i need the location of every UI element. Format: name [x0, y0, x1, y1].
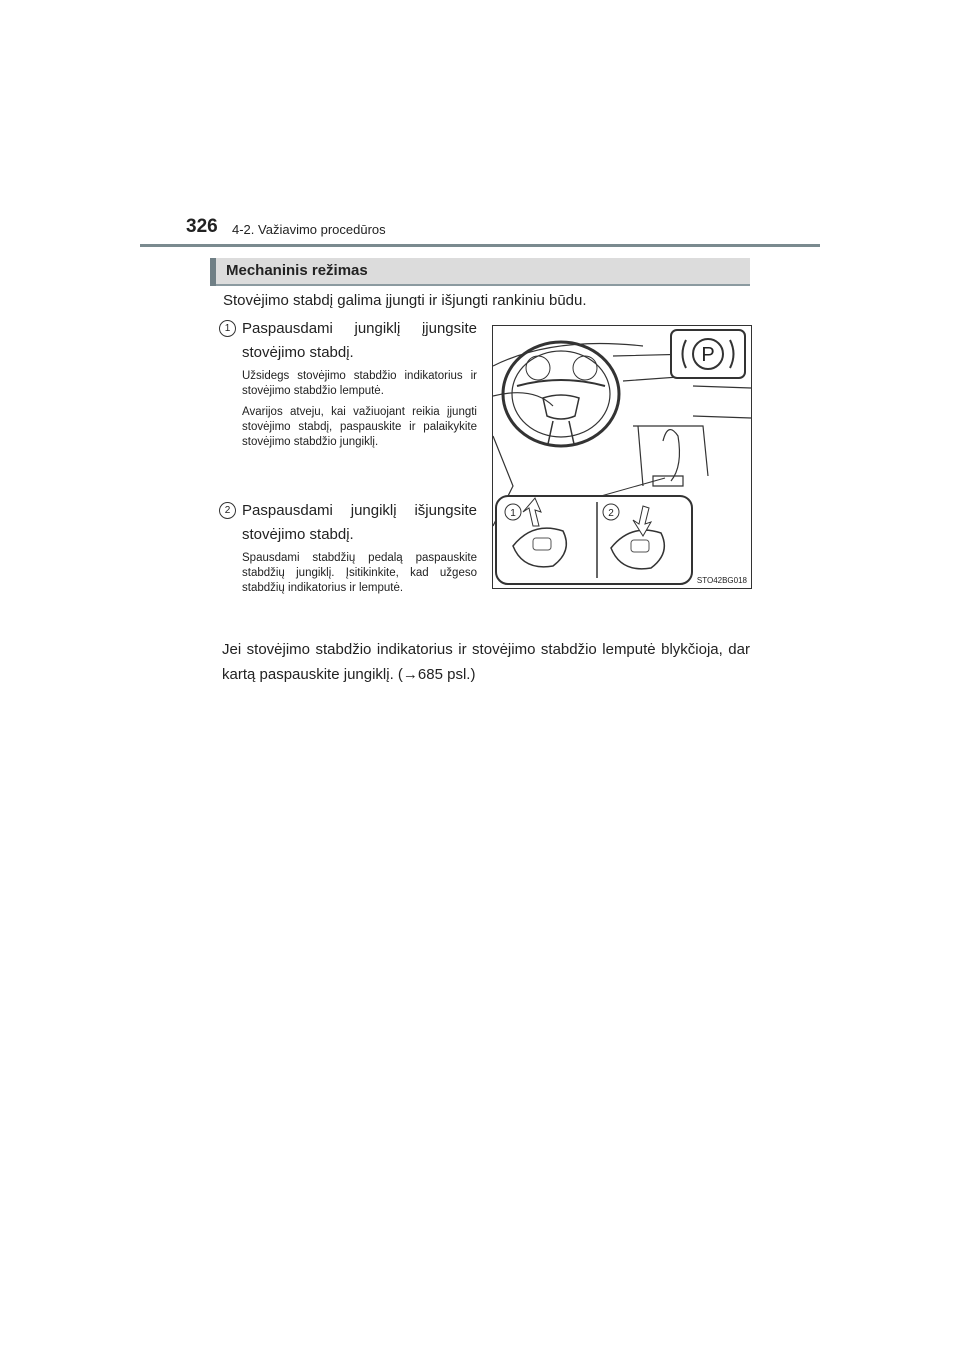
illustration-drawing: [493, 326, 751, 588]
step-2-note-1: Spausdami stabdžių pedalą paspauskite stabdžių jungiklį. Įsitikinkite, kad užgeso stabdžių indikatorius ir lemputė.: [242, 552, 477, 594]
section-title: Mechaninis režimas: [226, 262, 368, 279]
section-bar-accent: [210, 258, 216, 286]
parking-symbol-letter: P: [701, 344, 715, 366]
section-reference: 4-2. Važiavimo procedūros: [232, 222, 386, 237]
step-2-title: Paspausdami jungiklį išjungsite stovėjimo stabdį.: [242, 502, 477, 543]
intro-text: Stovėjimo stabdį galima įjungti ir išjungti rankiniu būdu.: [223, 292, 587, 309]
step-2-notes: [242, 551, 477, 602]
step-2-badge: 2: [219, 502, 236, 519]
page-number: 326: [186, 216, 218, 237]
step-1-notes: [242, 369, 477, 456]
figure-code: STO42BG018: [696, 576, 747, 585]
section-title-bar: [210, 258, 750, 286]
step-1-note-1: Užsidegs stovėjimo stabdžio indikatorius ir stovėjimo stabdžio lemputė.: [242, 370, 477, 397]
callout-2: 2: [608, 508, 614, 519]
steering-wheel: [503, 342, 619, 446]
callout-1: 1: [510, 508, 516, 519]
footer-text: Jei stovėjimo stabdžio indikatorius ir stovėjimo stabdžio lemputė blykčioja, dar kartą paspauskite jungiklį. (→685 psl.): [222, 641, 750, 683]
step-1-badge: 1: [219, 320, 236, 337]
parking-brake-illustration: [492, 325, 752, 589]
zoom-panel: [496, 496, 692, 584]
step-1-note-2: Avarijos atveju, kai važiuojant reikia įjungti stovėjimo stabdį, paspauskite ir palaikykite stovėjimo stabdžio jungiklį.: [242, 406, 477, 448]
step-1-title: Paspausdami jungiklį įjungsite stovėjimo stabdį.: [242, 320, 477, 361]
parking-brake-symbol: [671, 330, 745, 378]
zoom-leader-line: [601, 478, 665, 496]
header-rule: [140, 244, 820, 247]
